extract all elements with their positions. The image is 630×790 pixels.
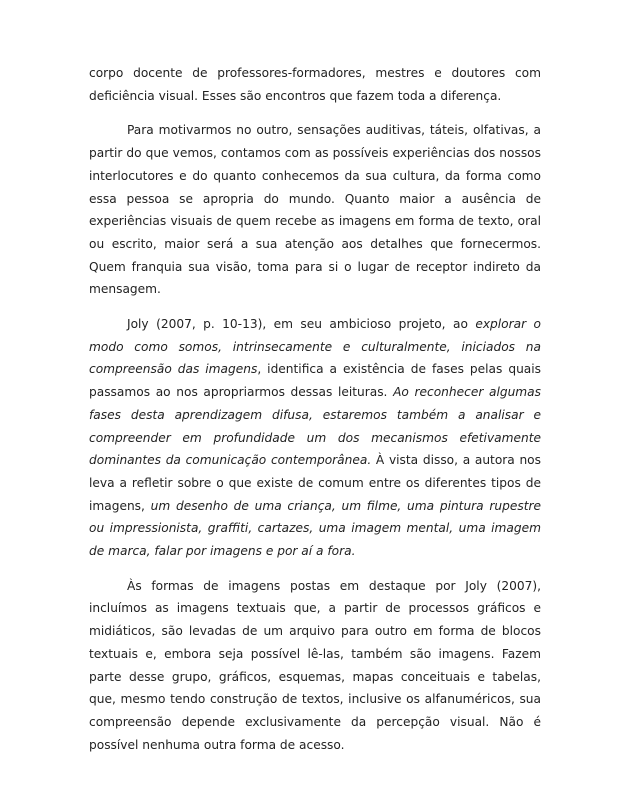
text-segment: Joly (2007, p. 10-13), em seu ambicioso projeto, ao — [127, 317, 476, 332]
text-segment: À vista disso, a autora nos leva a refletir sobre o que existe de comum entre os diferentes tipos de imagens, — [89, 453, 541, 513]
paragraph-3 — [89, 313, 541, 563]
text-segment: , identifica a existência de fases pelas quais passamos ao nos apropriarmos dessas leituras. — [89, 362, 541, 400]
paragraph-4 — [89, 575, 541, 757]
document-page — [89, 62, 541, 768]
text-segment: corpo docente de professores-formadores, mestres e doutores com deficiência visual. Esses são encontros que fazem toda a diferença. — [89, 66, 541, 103]
italic-quote: Ao reconhecer algumas fases desta aprendizagem difusa, estaremos também a analisar e compreender em profundidade um dos mecanismos efetivamente dominantes da comunicação contemporânea. — [89, 385, 541, 468]
paragraph-2 — [89, 119, 541, 301]
paragraph-1 — [89, 62, 541, 107]
text-segment: Às formas de imagens postas em destaque por Joly (2007), incluímos as imagens textuais que, a partir de processos gráficos e midiáticos, são levadas de um arquivo para outro em forma de blocos textuais e, embora seja possível lê-las, também são imagens. Fazem parte desse grupo, gráficos, esquemas, mapas conceituais e tabelas, que, mesmo tendo construção de textos, inclusive os alfanuméricos, sua compreensão depende exclusivamente da percepção visual. Não é possível nenhuma outra forma de acesso. — [89, 578, 541, 752]
italic-quote: explorar o modo como somos, intrinsecamente e culturalmente, iniciados na compreensão das imagens — [89, 317, 541, 377]
italic-quote: um desenho de uma criança, um filme, uma pintura rupestre ou impressionista, graffiti, cartazes, uma imagem mental, uma imagem de marca, falar por imagens e por aí a fora. — [89, 498, 541, 559]
text-segment: Para motivarmos no outro, sensações auditivas, táteis, olfativas, a partir do que vemos, contamos com as possíveis experiências dos nossos interlocutores e do quanto conhecemos da sua cultura, da forma como essa pessoa se apropria do mundo. Quanto maior a ausência de experiências visuais de quem recebe as imagens em forma de texto, oral ou escrito, maior será a sua atenção aos detalhes que fornecermos. Quem franquia sua visão, toma para si o lugar de receptor indireto da mensagem. — [89, 123, 541, 297]
